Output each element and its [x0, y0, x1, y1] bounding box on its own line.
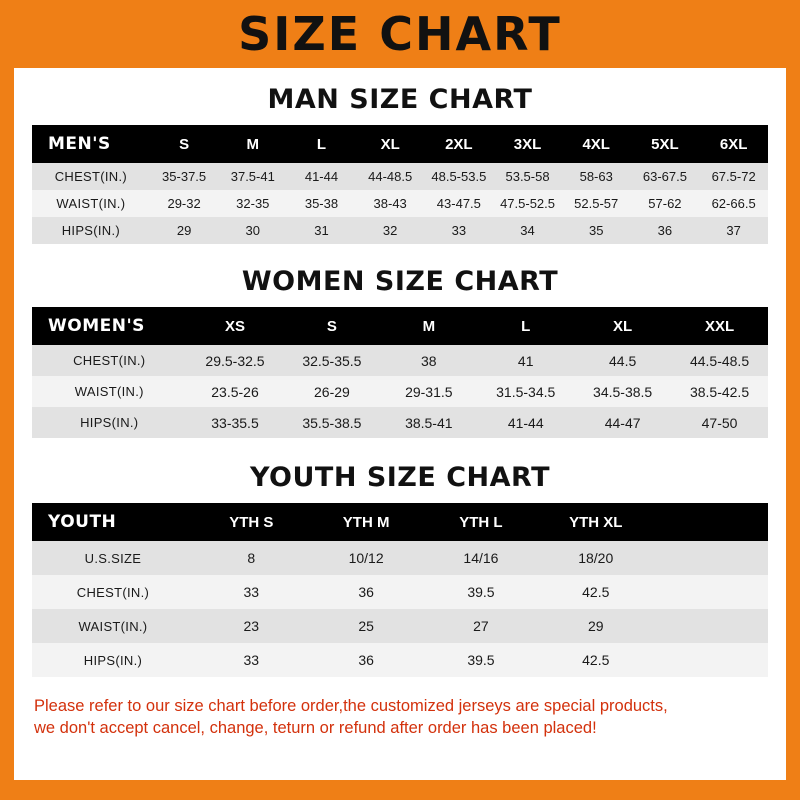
cell: 18/20: [538, 541, 653, 575]
table-row: [32, 609, 768, 643]
cell: 29-31.5: [380, 376, 477, 407]
note-line-2: we don't accept cancel, change, teturn or refund after order has been placed!: [34, 719, 597, 738]
col-header-5: 2XL: [425, 125, 494, 163]
cell: 32-35: [218, 190, 287, 217]
cell: 32.5-35.5: [283, 345, 380, 376]
man-section-title: MAN SIZE CHART: [267, 84, 533, 115]
cell: 63-67.5: [631, 163, 700, 190]
table-row: [32, 345, 768, 376]
cell: 41: [477, 345, 574, 376]
content: [14, 84, 786, 740]
col-header-2: YTH M: [309, 503, 424, 541]
cell: 39.5: [424, 643, 539, 677]
cell: 35: [562, 217, 631, 244]
cell: [653, 609, 768, 643]
cell: 42.5: [538, 575, 653, 609]
cell: 8: [194, 541, 309, 575]
youth-section-title: YOUTH SIZE CHART: [249, 462, 551, 493]
col-header-1: XS: [187, 307, 284, 345]
cell: 29.5-32.5: [187, 345, 284, 376]
cell: 30: [218, 217, 287, 244]
cell: 44-48.5: [356, 163, 425, 190]
row-label: WAIST(IN.): [32, 190, 150, 217]
col-header-4: L: [477, 307, 574, 345]
cell: 38: [380, 345, 477, 376]
cell: 23.5-26: [187, 376, 284, 407]
table-row: [32, 643, 768, 677]
cell: 53.5-58: [493, 163, 562, 190]
cell: 34.5-38.5: [574, 376, 671, 407]
col-header-3: M: [380, 307, 477, 345]
cell: 29: [150, 217, 219, 244]
cell: 41-44: [287, 163, 356, 190]
page-title: SIZE CHART: [238, 7, 562, 61]
col-header-3: YTH L: [424, 503, 539, 541]
cell: 62-66.5: [699, 190, 768, 217]
cell: 33: [194, 575, 309, 609]
col-header-6: 3XL: [493, 125, 562, 163]
cell: 58-63: [562, 163, 631, 190]
cell: 31: [287, 217, 356, 244]
order-policy-note: [32, 695, 768, 740]
cell: 42.5: [538, 643, 653, 677]
cell: 10/12: [309, 541, 424, 575]
cell: 38-43: [356, 190, 425, 217]
footer-band: [0, 780, 800, 800]
col-header-2: M: [218, 125, 287, 163]
table-row: [32, 407, 768, 438]
col-header-7: 4XL: [562, 125, 631, 163]
row-label: WAIST(IN.): [32, 376, 187, 407]
col-header-6: XXL: [671, 307, 768, 345]
col-header-0: WOMEN'S: [32, 307, 187, 345]
cell: [653, 643, 768, 677]
row-label: HIPS(IN.): [32, 643, 194, 677]
table-row: [32, 376, 768, 407]
cell: [653, 575, 768, 609]
women-size-table: [32, 307, 768, 438]
cell: 23: [194, 609, 309, 643]
row-label: HIPS(IN.): [32, 217, 150, 244]
youth-size-table: [32, 503, 768, 677]
cell: 36: [309, 643, 424, 677]
table-row: [32, 575, 768, 609]
cell: 44.5-48.5: [671, 345, 768, 376]
col-header-3: L: [287, 125, 356, 163]
cell: 31.5-34.5: [477, 376, 574, 407]
col-header-0: YOUTH: [32, 503, 194, 541]
note-line-1: Please refer to our size chart before order,the customized jerseys are special products,: [34, 697, 668, 715]
table-row: [32, 190, 768, 217]
row-label: U.S.SIZE: [32, 541, 194, 575]
table-row: [32, 541, 768, 575]
table-row: [32, 217, 768, 244]
women-section-title: WOMEN SIZE CHART: [241, 266, 559, 297]
cell: 38.5-41: [380, 407, 477, 438]
cell: 33: [425, 217, 494, 244]
cell: 44-47: [574, 407, 671, 438]
table-header-row: [32, 125, 768, 163]
man-size-table: [32, 125, 768, 244]
cell: 41-44: [477, 407, 574, 438]
row-label: CHEST(IN.): [32, 345, 187, 376]
header-band: [0, 0, 800, 68]
cell: 35-38: [287, 190, 356, 217]
cell: 32: [356, 217, 425, 244]
row-label: CHEST(IN.): [32, 163, 150, 190]
cell: 27: [424, 609, 539, 643]
row-label: CHEST(IN.): [32, 575, 194, 609]
cell: 48.5-53.5: [425, 163, 494, 190]
col-header-4: XL: [356, 125, 425, 163]
row-label: HIPS(IN.): [32, 407, 187, 438]
cell: 33: [194, 643, 309, 677]
col-header-4: YTH XL: [538, 503, 653, 541]
col-header-5: [653, 503, 768, 541]
col-header-5: XL: [574, 307, 671, 345]
cell: 44.5: [574, 345, 671, 376]
cell: 35-37.5: [150, 163, 219, 190]
table-header-row: [32, 307, 768, 345]
row-label: WAIST(IN.): [32, 609, 194, 643]
table-header-row: [32, 503, 768, 541]
col-header-2: S: [283, 307, 380, 345]
col-header-1: S: [150, 125, 219, 163]
table-row: [32, 163, 768, 190]
col-header-0: MEN'S: [32, 125, 150, 163]
cell: 36: [631, 217, 700, 244]
cell: 39.5: [424, 575, 539, 609]
cell: 43-47.5: [425, 190, 494, 217]
cell: 14/16: [424, 541, 539, 575]
cell: 34: [493, 217, 562, 244]
cell: 26-29: [283, 376, 380, 407]
cell: 33-35.5: [187, 407, 284, 438]
cell: 35.5-38.5: [283, 407, 380, 438]
col-header-8: 5XL: [631, 125, 700, 163]
cell: 47-50: [671, 407, 768, 438]
cell: 29-32: [150, 190, 219, 217]
col-header-1: YTH S: [194, 503, 309, 541]
cell: 52.5-57: [562, 190, 631, 217]
cell: 47.5-52.5: [493, 190, 562, 217]
cell: 37.5-41: [218, 163, 287, 190]
cell: 36: [309, 575, 424, 609]
cell: 37: [699, 217, 768, 244]
cell: 57-62: [631, 190, 700, 217]
cell: 67.5-72: [699, 163, 768, 190]
cell: 25: [309, 609, 424, 643]
cell: [653, 541, 768, 575]
cell: 29: [538, 609, 653, 643]
col-header-9: 6XL: [699, 125, 768, 163]
cell: 38.5-42.5: [671, 376, 768, 407]
